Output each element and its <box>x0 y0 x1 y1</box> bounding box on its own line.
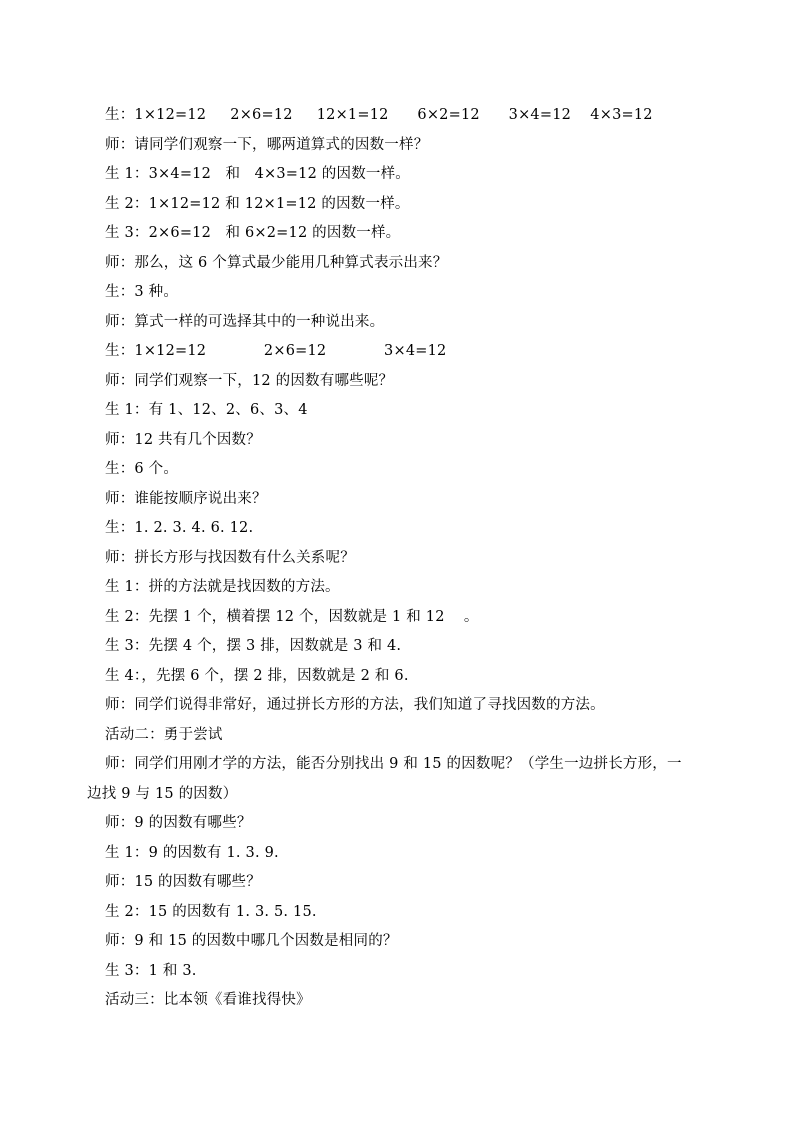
section-heading: 活动二：勇于尝试 <box>105 726 223 743</box>
text-line: 师：算式一样的可选择其中的一种说出来。 <box>105 313 385 330</box>
text-line: 师：9 和 15 的因数中哪几个因数是相同的？ <box>105 933 398 949</box>
text-line: 生：6 个。 <box>105 461 179 477</box>
text-line: 师：同学们用刚才学的方法，能否分别找出 9 和 15 的因数呢？（学生一边拼长方形，一 <box>105 756 682 772</box>
text-line: 生 3：2×6=12 和 6×2=12 的因数一样。 <box>105 225 401 241</box>
text-line: 生 1：9 的因数有 1. 3. 9. <box>105 844 279 861</box>
text-line: 师：15 的因数有哪些？ <box>105 874 261 890</box>
text-line: 师：12 共有几个因数？ <box>105 431 261 448</box>
lesson-transcript <box>87 101 725 1016</box>
text-line: 生 3：先摆 4 个，摆 3 排，因数就是 3 和 4. <box>105 638 402 654</box>
text-line: 生 2：1×12=12 和 12×1=12 的因数一样。 <box>105 195 410 212</box>
text-line: 生 4：，先摆 6 个，摆 2 排，因数就是 2 和 6. <box>105 667 409 684</box>
text-line: 生 2：15 的因数有 1. 3. 5. 15. <box>105 903 317 920</box>
text-line: 生 1：3×4=12 和 4×3=12 的因数一样。 <box>105 166 410 182</box>
text-line: 师：拼长方形与找因数有什么关系呢？ <box>105 549 355 566</box>
text-line: 师：9 的因数有哪些？ <box>105 815 252 831</box>
text-line: 生：1. 2. 3. 4. 6. 12. <box>105 520 254 536</box>
text-line: 生：1×12=12 2×6=12 3×4=12 <box>105 343 447 359</box>
section-heading: 活动三：比本领《看谁找得快》 <box>105 992 311 1008</box>
text-line: 生 1：拼的方法就是找因数的方法。 <box>105 579 340 595</box>
text-line: 师：请同学们观察一下，哪两道算式的因数一样？ <box>105 136 429 153</box>
text-line: 生 2：先摆 1 个，横着摆 12 个，因数就是 1 和 12 。 <box>105 608 479 625</box>
text-line: 师：谁能按顺序说出来？ <box>105 490 267 507</box>
text-line: 师：同学们说得非常好，通过拼长方形的方法，我们知道了寻找因数的方法。 <box>105 697 605 713</box>
text-line: 生：3 种。 <box>105 284 179 300</box>
text-line: 生 1：有 1、12、2、6、3、4 <box>105 402 308 418</box>
text-line: 生：1×12=12 2×6=12 12×1=12 6×2=12 3×4=12 4×3=12 <box>105 107 653 123</box>
text-line: 生 3：1 和 3. <box>105 962 197 979</box>
text-line-continuation: 边找 9 与 15 的因数） <box>87 785 238 802</box>
text-line: 师：同学们观察一下，12 的因数有哪些呢？ <box>105 372 394 389</box>
text-line: 师：那么，这 6 个算式最少能用几种算式表示出来？ <box>105 254 448 271</box>
